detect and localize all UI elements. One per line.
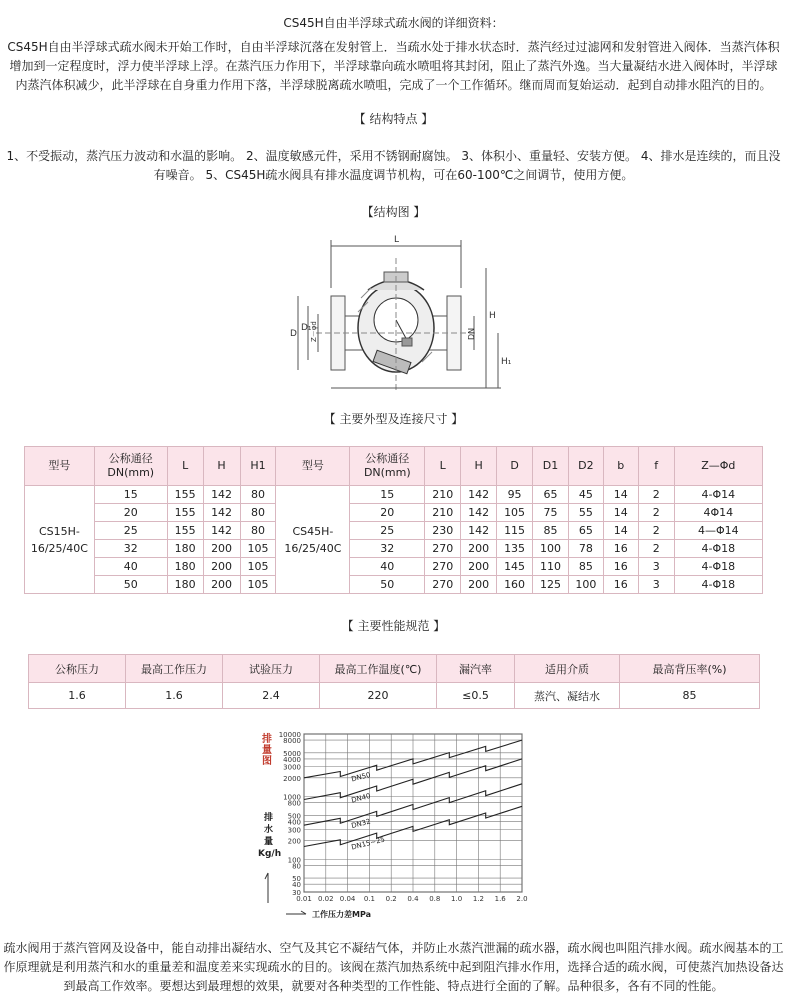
table-cell: 78 xyxy=(568,540,603,558)
table-cell: 135 xyxy=(497,540,533,558)
chart-title-char: 量 xyxy=(262,745,272,756)
column-header: Z—Φd xyxy=(674,447,762,486)
table-cell: 4-Φ14 xyxy=(674,486,762,504)
column-header: D xyxy=(497,447,533,486)
y-tick-label: 8000 xyxy=(283,737,301,746)
table-cell: 1.6 xyxy=(126,683,223,709)
dim-label-H: H xyxy=(489,311,496,321)
table-cell: 14 xyxy=(603,522,638,540)
table-cell: 100 xyxy=(568,576,603,594)
y-tick-label: 30 xyxy=(292,889,301,897)
table-cell: 105 xyxy=(497,504,533,522)
table-cell: 蒸汽、凝结水 xyxy=(515,683,620,709)
dim-label-Zd: Z－φd xyxy=(310,321,318,342)
y-tick-label: 40 xyxy=(292,881,301,890)
table-cell: 200 xyxy=(203,558,240,576)
table-cell: 180 xyxy=(167,558,203,576)
x-axis-label: 工作压力差MPa xyxy=(312,910,372,919)
table-cell: 14 xyxy=(603,504,638,522)
table-cell: 110 xyxy=(533,558,569,576)
table-cell: 105 xyxy=(240,576,276,594)
y-tick-label: 2000 xyxy=(283,774,301,783)
structure-diagram xyxy=(276,228,516,398)
table-row xyxy=(25,522,763,540)
spec-table-header xyxy=(29,655,760,683)
table-cell: 2 xyxy=(638,540,674,558)
table-cell: 80 xyxy=(240,522,276,540)
table-cell: 270 xyxy=(425,540,461,558)
table-cell: 210 xyxy=(425,504,461,522)
dim-label-D1: D₁ xyxy=(301,323,312,333)
y-tick-label: 4000 xyxy=(283,755,301,764)
table-cell: 16 xyxy=(603,558,638,576)
table-row xyxy=(25,558,763,576)
dim-label-L: L xyxy=(394,235,400,245)
table-cell: 40 xyxy=(350,558,425,576)
table-cell: 200 xyxy=(203,540,240,558)
y-tick-label: 800 xyxy=(287,799,301,808)
table-cell: 32 xyxy=(350,540,425,558)
table-cell: 160 xyxy=(497,576,533,594)
column-header: L xyxy=(167,447,203,486)
table-cell: 3 xyxy=(638,576,674,594)
x-tick-label: 0.04 xyxy=(339,895,356,903)
table-cell: 180 xyxy=(167,576,203,594)
table-cell: 50 xyxy=(94,576,167,594)
table-cell: 142 xyxy=(203,504,240,522)
x-tick-label: 0.1 xyxy=(363,895,375,903)
table-cell: 4-Φ18 xyxy=(674,558,762,576)
table-cell: 85 xyxy=(620,683,760,709)
column-header: H xyxy=(203,447,240,486)
table-cell: 105 xyxy=(240,540,276,558)
column-header: 公称通径 DN(mm) xyxy=(94,447,167,486)
intro-paragraph: CS45H自由半浮球式疏水阀未开始工作时，自由半浮球沉落在发射管上．当疏水处于排水状态时．蒸汽经过过滤网和发射管进入阀体．当蒸汽体积增加到一定程度时，浮力使半浮球上浮。在蒸汽压力作用下，半浮球靠向疏水喷咀将其封闭，阻止了蒸汽外逸。当大量凝结水进入阀体时，半浮球内蒸汽体积减少，此半浮球在自身重力作用下落，半浮球脱离疏水喷咀，完成了一个工作循环。继而周而复始运动．起到自动排水阻汽的目的。 xyxy=(7,40,780,92)
column-header: 公称通径 DN(mm) xyxy=(350,447,425,486)
table-cell: 270 xyxy=(425,558,461,576)
series-label: DN32 xyxy=(350,817,372,831)
model-cell: CS45H- 16/25/40C xyxy=(276,486,350,594)
table-cell: 115 xyxy=(497,522,533,540)
column-header: 型号 xyxy=(25,447,95,486)
table-cell: 80 xyxy=(240,504,276,522)
x-tick-label: 0.01 xyxy=(296,895,312,903)
dimension-table xyxy=(24,446,763,594)
table-cell: 155 xyxy=(167,522,203,540)
table-cell: 105 xyxy=(240,558,276,576)
x-tick-label: 0.8 xyxy=(429,895,441,903)
y-axis-label-part: 量 xyxy=(264,837,274,847)
table-cell: 142 xyxy=(203,522,240,540)
table-cell: 55 xyxy=(568,504,603,522)
table-cell: 15 xyxy=(94,486,167,504)
x-tick-label: 0.2 xyxy=(385,895,397,903)
chart-title-char: 图 xyxy=(262,756,272,767)
dim-label-D: D xyxy=(290,329,297,339)
table-cell: 200 xyxy=(461,576,497,594)
table-cell: 16 xyxy=(603,576,638,594)
table-cell: 1.6 xyxy=(29,683,126,709)
column-header: 最高背压率(%) xyxy=(620,655,760,683)
y-axis-label-part: 排 xyxy=(264,813,274,823)
column-header: D2 xyxy=(568,447,603,486)
table-cell: 25 xyxy=(94,522,167,540)
section-features: 【 结构特点 】 xyxy=(353,112,434,126)
series-label: DN50 xyxy=(350,770,372,784)
y-axis-label-part: 水 xyxy=(264,825,274,835)
column-header: 漏汽率 xyxy=(437,655,515,683)
page-title: CS45H自由半浮球式疏水阀的详细资料： xyxy=(283,16,504,30)
table-cell: 80 xyxy=(240,486,276,504)
dimension-table-header xyxy=(25,447,763,486)
y-tick-label: 200 xyxy=(287,837,301,846)
section-performance: 【 主要性能规范 】 xyxy=(341,619,446,633)
y-axis-label-part: Kg/h xyxy=(258,849,282,859)
y-tick-label: 1000 xyxy=(283,793,301,802)
table-cell: 2 xyxy=(638,486,674,504)
table-cell: 100 xyxy=(533,540,569,558)
column-header: 型号 xyxy=(276,447,350,486)
table-row xyxy=(25,486,763,504)
table-cell: 40 xyxy=(94,558,167,576)
table-cell: 15 xyxy=(350,486,425,504)
column-header: 最高工作温度(℃) xyxy=(320,655,437,683)
column-header: H1 xyxy=(240,447,276,486)
column-header: 公称压力 xyxy=(29,655,126,683)
y-tick-label: 5000 xyxy=(283,749,301,758)
table-cell: ≤0.5 xyxy=(437,683,515,709)
table-cell: 20 xyxy=(350,504,425,522)
y-tick-label: 100 xyxy=(287,856,301,865)
table-cell: 25 xyxy=(350,522,425,540)
table-cell: 65 xyxy=(568,522,603,540)
x-tick-label: 1.6 xyxy=(494,895,506,903)
table-row xyxy=(25,504,763,522)
x-tick-label: 1.0 xyxy=(451,895,463,903)
table-cell: 200 xyxy=(461,540,497,558)
x-tick-label: 0.4 xyxy=(407,895,419,903)
dim-label-H1: H₁ xyxy=(501,357,512,367)
table-cell: 142 xyxy=(461,504,497,522)
y-tick-label: 10000 xyxy=(278,731,301,739)
table-cell: 142 xyxy=(461,486,497,504)
section-structure: 【结构图 】 xyxy=(361,205,426,219)
table-cell: 32 xyxy=(94,540,167,558)
table-row xyxy=(25,540,763,558)
column-header: 试验压力 xyxy=(223,655,320,683)
chart-title-char: 排 xyxy=(262,734,272,745)
table-cell: 180 xyxy=(167,540,203,558)
table-cell: 45 xyxy=(568,486,603,504)
table-cell: 200 xyxy=(461,558,497,576)
table-cell: 50 xyxy=(350,576,425,594)
table-cell: 4-Φ18 xyxy=(674,540,762,558)
y-tick-label: 400 xyxy=(287,818,301,827)
table-row xyxy=(25,576,763,594)
y-tick-label: 80 xyxy=(292,862,301,871)
table-cell: 4Φ14 xyxy=(674,504,762,522)
table-cell: 20 xyxy=(94,504,167,522)
column-header: H xyxy=(461,447,497,486)
table-cell: 145 xyxy=(497,558,533,576)
table-cell: 85 xyxy=(533,522,569,540)
model-cell: CS15H- 16/25/40C xyxy=(25,486,95,594)
table-cell: 155 xyxy=(167,504,203,522)
table-cell: 2.4 xyxy=(223,683,320,709)
closing-paragraph: 疏水阀用于蒸汽管网及设备中，能自动排出凝结水、空气及其它不凝结气体，并防止水蒸汽泄漏的疏水器，疏水阀也叫阻汽排水阀。疏水阀基本的工作原理就是利用蒸汽和水的重量差和温度差来实现疏水的目的。该阀在蒸汽加热系统中起到阻汽排水作用，选择合适的疏水阀，可使蒸汽加热设备达到最高工作效率。要想达到最理想的效果，就要对各种类型的工作性能、特点进行全面的了解。品种很多，各有不同的性能。 xyxy=(3,941,784,993)
table-cell: 95 xyxy=(497,486,533,504)
table-cell: 75 xyxy=(533,504,569,522)
table-cell: 4—Φ14 xyxy=(674,522,762,540)
column-header: b xyxy=(603,447,638,486)
y-tick-label: 50 xyxy=(292,875,301,884)
x-tick-label: 2.0 xyxy=(516,895,528,903)
section-dimensions: 【 主要外型及连接尺寸 】 xyxy=(323,412,464,426)
table-cell: 210 xyxy=(425,486,461,504)
y-tick-label: 500 xyxy=(287,812,301,821)
x-tick-label: 0.02 xyxy=(318,895,334,903)
table-cell: 155 xyxy=(167,486,203,504)
table-cell: 3 xyxy=(638,558,674,576)
table-cell: 2 xyxy=(638,504,674,522)
table-cell: 14 xyxy=(603,486,638,504)
x-tick-label: 1.2 xyxy=(472,895,484,903)
table-cell: 220 xyxy=(320,683,437,709)
table-cell: 65 xyxy=(533,486,569,504)
column-header: f xyxy=(638,447,674,486)
table-cell: 85 xyxy=(568,558,603,576)
spec-table xyxy=(28,654,760,709)
series-label: DN15~25 xyxy=(350,835,386,852)
column-header: 最高工作压力 xyxy=(126,655,223,683)
y-tick-label: 300 xyxy=(287,826,301,835)
series-label: DN40 xyxy=(350,792,372,805)
table-cell: 4-Φ18 xyxy=(674,576,762,594)
table-cell: 200 xyxy=(203,576,240,594)
table-cell: 270 xyxy=(425,576,461,594)
dim-label-DN: DN xyxy=(467,327,476,340)
table-row xyxy=(29,683,760,709)
column-header: D1 xyxy=(533,447,569,486)
table-cell: 230 xyxy=(425,522,461,540)
table-cell: 142 xyxy=(461,522,497,540)
table-cell: 2 xyxy=(638,522,674,540)
y-tick-label: 3000 xyxy=(283,763,301,772)
features-paragraph: 1、不受振动，蒸汽压力波动和水温的影响。 2、温度敏感元件，采用不锈钢耐腐蚀。 3、体积小、重量轻、安装方便。 4、排水是连续的，而且没有噪音。 5、CS45H疏水阀具有排水温度调节机构，可在60-100℃之间调节，使用方便。 xyxy=(6,149,781,182)
column-header: 适用介质 xyxy=(515,655,620,683)
table-cell: 16 xyxy=(603,540,638,558)
discharge-chart xyxy=(256,728,556,920)
column-header: L xyxy=(425,447,461,486)
table-cell: 142 xyxy=(203,486,240,504)
table-cell: 125 xyxy=(533,576,569,594)
